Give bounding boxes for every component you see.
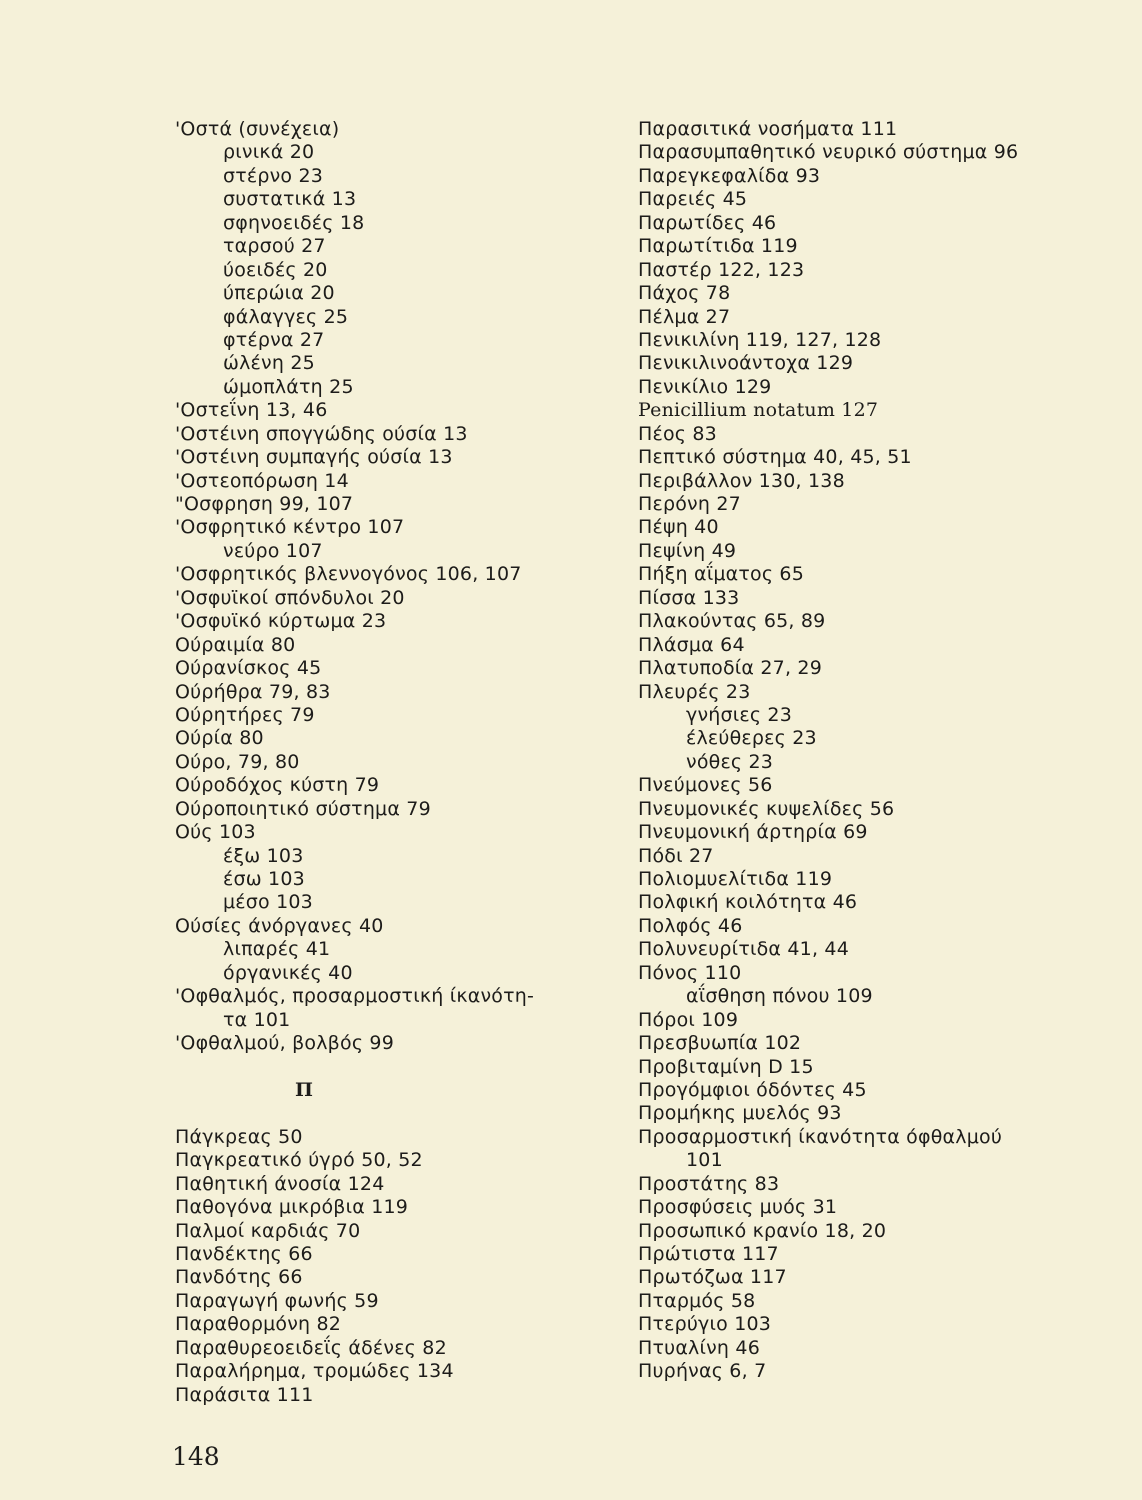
index-entry: Πολφός 46 xyxy=(638,914,743,937)
index-entry: Παγκρεατικό ύγρό 50, 52 xyxy=(175,1149,423,1172)
index-entry: 'Οσφυϊκό κύρτωμα 23 xyxy=(175,610,387,633)
index-entry: φτέρνα 27 xyxy=(223,328,325,351)
index-entry: Παραθυρεοειδεΐς άδένες 82 xyxy=(175,1336,447,1359)
index-entry: Πόνος 110 xyxy=(638,961,742,984)
index-entry: 'Οστεοπόρωση 14 xyxy=(175,469,349,492)
index-entry: ταρσού 27 xyxy=(223,235,326,258)
index-entry: Πολιομυελίτιδα 119 xyxy=(638,868,833,890)
index-entry: Ούρήθρα 79, 83 xyxy=(175,680,331,703)
index-entry: Προσαρμοστική ίκανότητα όφθαλμού xyxy=(638,1125,1003,1148)
index-entry: σφηνοειδές 18 xyxy=(223,211,365,234)
index-entry: Πτυαλίνη 46 xyxy=(638,1336,760,1359)
index-entry: Παθητική άνοσία 124 xyxy=(175,1172,385,1195)
index-entry: Πόδι 27 xyxy=(638,844,714,867)
index-entry: Πρωτόζωα 117 xyxy=(638,1266,787,1289)
index-entry: Πλάσμα 64 xyxy=(638,633,745,656)
index-entry: 'Οστέινη σπογγώδης ούσία 13 xyxy=(175,422,468,445)
index-entry: αΐσθηση πόνου 109 xyxy=(686,985,873,1008)
index-entry: Ούραιμία 80 xyxy=(175,633,296,656)
right-entries xyxy=(638,118,1108,1384)
index-entry: Πέος 83 xyxy=(638,422,717,445)
index-entry: Παρασυμπαθητικό νευρικό σύστημα 96 xyxy=(638,141,1019,164)
index-entry: Παραθορμόνη 82 xyxy=(175,1313,342,1336)
index-entry: Πνεύμονες 56 xyxy=(638,774,773,797)
index-entry: 'Οσφρητικός βλεννογόνος 106, 107 xyxy=(175,563,522,586)
index-entry: Προμήκης μυελός 93 xyxy=(638,1102,842,1125)
index-entry: Penicillium notatum 127 xyxy=(638,399,879,422)
index-entry: φάλαγγες 25 xyxy=(223,305,349,328)
index-entry: Πανδέκτης 66 xyxy=(175,1243,313,1265)
index-entry: Πρώτιστα 117 xyxy=(638,1243,779,1265)
page-number: 148 xyxy=(172,1442,220,1471)
index-entry: Πολυνευρίτιδα 41, 44 xyxy=(638,938,850,961)
index-entry: Πάχος 78 xyxy=(638,282,731,305)
index-entry: Περόνη 27 xyxy=(638,493,741,515)
index-entry: Πεψίνη 49 xyxy=(638,539,737,562)
left-entries-bottom xyxy=(175,1126,645,1407)
index-entry: 'Οσφρητικό κέντρο 107 xyxy=(175,516,405,539)
index-entry: Πενικιλίνη 119, 127, 128 xyxy=(638,328,882,351)
index-entry: 'Οσφυϊκοί σπόνδυλοι 20 xyxy=(175,586,405,609)
index-entry: ύπερώια 20 xyxy=(223,282,335,305)
index-entry: 'Οφθαλμός, προσαρμοστική ίκανότη- xyxy=(175,985,535,1008)
index-entry: Ούροδόχος κύστη 79 xyxy=(175,774,380,797)
index-entry: Παθογόνα μικρόβια 119 xyxy=(175,1196,409,1219)
index-entry: "Οσφρηση 99, 107 xyxy=(175,493,354,515)
index-entry: όργανικές 40 xyxy=(223,961,353,984)
index-entry: ρινικά 20 xyxy=(223,141,315,164)
index-entry: Προσωπικό κρανίο 18, 20 xyxy=(638,1219,887,1242)
index-entry: Ούροποιητικό σύστημα 79 xyxy=(175,797,431,820)
left-entries-top xyxy=(175,118,645,1056)
index-entry: νόθες 23 xyxy=(686,750,774,773)
index-entry: Πυρήνας 6, 7 xyxy=(638,1360,767,1383)
index-entry: Ούρο, 79, 80 xyxy=(175,750,300,773)
index-entry: 'Οστά (συνέχεια) xyxy=(175,118,340,140)
index-entry: Πλακούντας 65, 89 xyxy=(638,610,826,633)
index-entry: Πέψη 40 xyxy=(638,516,719,539)
index-entry: Πταρμός 58 xyxy=(638,1289,756,1312)
index-entry: έξω 103 xyxy=(223,844,304,867)
index-entry: Πνευμονικές κυψελίδες 56 xyxy=(638,797,895,820)
index-entry: Παρειές 45 xyxy=(638,188,748,211)
index-entry: μέσο 103 xyxy=(223,891,313,914)
index-entry: Ούς 103 xyxy=(175,821,256,844)
index-entry: ώμοπλάτη 25 xyxy=(223,375,354,398)
left-column xyxy=(175,118,645,1407)
index-entry: στέρνο 23 xyxy=(223,164,324,187)
index-entry: Προγόμφιοι όδόντες 45 xyxy=(638,1078,867,1101)
index-entry: έσω 103 xyxy=(223,868,305,890)
index-entry: 101 xyxy=(686,1149,723,1172)
index-entry: Προστάτης 83 xyxy=(638,1172,780,1195)
index-entry: Πνευμονική άρτηρία 69 xyxy=(638,821,868,844)
index-entry: Πρεσβυωπία 102 xyxy=(638,1032,802,1055)
index-entry: Παρωτίτιδα 119 xyxy=(638,235,798,258)
index-entry: συστατικά 13 xyxy=(223,188,357,211)
index-entry: Παράσιτα 111 xyxy=(175,1383,314,1406)
index-entry: ύοειδές 20 xyxy=(223,258,328,281)
index-entry: Παστέρ 122, 123 xyxy=(638,258,805,281)
index-entry: Πλευρές 23 xyxy=(638,680,751,703)
index-entry: 'Οφθαλμού, βολβός 99 xyxy=(175,1032,395,1055)
index-entry: Πολφική κοιλότητα 46 xyxy=(638,891,858,914)
section-letter-heading: Π xyxy=(295,1078,314,1101)
index-entry: Πήξη αΐματος 65 xyxy=(638,563,805,586)
index-entry: Πενικίλιο 129 xyxy=(638,375,772,398)
index-entry: γνήσιες 23 xyxy=(686,703,793,726)
index-entry: Παραλήρημα, τρομώδες 134 xyxy=(175,1360,454,1383)
index-entry: έλεύθερες 23 xyxy=(686,727,817,750)
index-entry: Περιβάλλον 130, 138 xyxy=(638,469,845,492)
index-entry: Παλμοί καρδιάς 70 xyxy=(175,1219,361,1242)
index-entry: Ούρανίσκος 45 xyxy=(175,657,322,680)
index-entry: λιπαρές 41 xyxy=(223,938,331,961)
right-column xyxy=(638,118,1108,1384)
index-entry: Πόροι 109 xyxy=(638,1008,739,1031)
index-entry: Ούρία 80 xyxy=(175,727,264,750)
index-entry: Πενικιλινοάντοχα 129 xyxy=(638,352,854,375)
index-entry: Παρωτίδες 46 xyxy=(638,211,777,234)
index-entry: 'Οστέινη συμπαγής ούσία 13 xyxy=(175,446,453,469)
index-entry: Πάγκρεας 50 xyxy=(175,1125,303,1148)
index-entry: Πέλμα 27 xyxy=(638,305,731,328)
index-entry: τα 101 xyxy=(223,1008,291,1031)
index-entry: Παραγωγή φωνής 59 xyxy=(175,1289,379,1312)
index-entry: Προβιταμίνη D 15 xyxy=(638,1055,814,1078)
index-entry: Πεπτικό σύστημα 40, 45, 51 xyxy=(638,446,912,469)
index-entry: Πανδότης 66 xyxy=(175,1266,303,1289)
index-entry: Προσφύσεις μυός 31 xyxy=(638,1196,838,1219)
index-entry: Παρασιτικά νοσήματα 111 xyxy=(638,118,898,140)
index-entry: Πτερύγιο 103 xyxy=(638,1313,772,1336)
index-entry: 'Οστεΐνη 13, 46 xyxy=(175,399,328,422)
index-entry: Πλατυποδία 27, 29 xyxy=(638,657,823,680)
index-entry: Παρεγκεφαλίδα 93 xyxy=(638,164,821,187)
index-entry: νεύρο 107 xyxy=(223,539,323,562)
index-entry: ώλένη 25 xyxy=(223,352,315,375)
index-entry: Ούσίες άνόργανες 40 xyxy=(175,914,384,937)
index-entry: Πίσσα 133 xyxy=(638,586,740,609)
index-entry: Ούρητήρες 79 xyxy=(175,703,315,726)
